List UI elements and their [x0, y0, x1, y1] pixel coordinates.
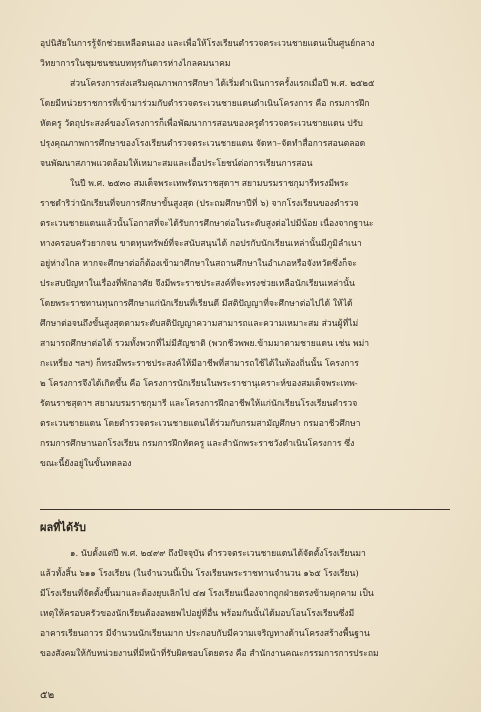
- text-line: โดยมีหน่วยราชการที่เข้ามาร่วมกับตำรวจตระเวนชายแดนดำเนินโครงการ คือ กรมการฝึก: [40, 99, 370, 109]
- text-line: ตระเวนชายแดน โดยตำรวจตระเวนชายแดนได้ร่วมกับกรมสามัญศึกษา กรมอาชีวศึกษา: [40, 419, 361, 429]
- text-line: สามารถศึกษาต่อได้ รวมทั้งพวกที่ไม่มีสัญชาติ (พวกชีวพพย.ข้ามมาตามชายแดน เช่น พม่า: [40, 339, 370, 349]
- text-line: แล้วทั้งสิ้น ๖๑๑ โรงเรียน (ในจำนวนนี้เป็น โรงเรียนพระราชทานจำนวน ๑๖๕ โรงเรียน): [40, 569, 359, 579]
- text-line: ทางครอบครัวยากจน ขาดทุนทรัพย์ที่จะสนับสนุนได้ กอปรกับนักเรียนเหล่านั้นมีภูมิลำเนา: [40, 239, 362, 249]
- section-heading: ผลที่ได้รับ: [40, 521, 87, 534]
- text-line: รัตนราชสุดาฯ สยามบรมราชกุมารี และโครงการฝึกอาชีพให้แก่นักเรียนโรงเรียนตำรวจ: [40, 399, 358, 409]
- text-line: กรมการศึกษานอกโรงเรียน กรมการฝึกหัดครู และสำนักพระราชวังดำเนินโครงการ ซึ่ง: [40, 439, 355, 449]
- text-line: มีโรงเรียนที่จัดตั้งขึ้นมาและต้องยุบเลิกไป ๔๗ โรงเรียนเนื่องจากถูกฝ่ายตรงข้ามคุกคาม เป็น: [40, 589, 374, 599]
- text-line: หัดครู วัตถุประสงค์ของโครงการก็เพื่อพัฒนาการสอนของครูตำรวจตระเวนชายแดน ปรับ: [40, 119, 363, 129]
- text-line: อุปนิสัยในการรู้จักช่วยเหลือตนเอง และเพื่อให้โรงเรียนตำรวจตระเวนชายแดนเป็นศูนย์กลาง: [40, 39, 375, 49]
- body-text-top: [40, 34, 450, 474]
- text-line: ในปี พ.ศ. ๒๕๓๐ สมเด็จพระเทพรัตนราชสุดาฯ สยามบรมราชกุมารีทรงมีพระ: [70, 179, 349, 189]
- text-line: เหตุให้ครอบครัวของนักเรียนต้องอพยพไปอยู่ที่อื่น พร้อมกันนั้นได้มอบโอนโรงเรียนซึ่งมี: [40, 609, 355, 619]
- text-line: ตระเวนชายแดนแล้วนั้นโอกาสที่จะได้รับการศึกษาต่อในระดับสูงต่อไปมีน้อย เนื่องจากฐานะ: [40, 219, 374, 229]
- text-line: ขณะนี้ยังอยู่ในขั้นทดลอง: [40, 459, 132, 469]
- text-line: วิทยาการในชุมชนชนบททุรกันดารห่างไกลคมนาคม: [40, 59, 231, 69]
- text-line: กะเหรี่ยง ฯลฯ) ก็ทรงมีพระราชประสงค์ให้มีอาชีพที่สามารถใช้ได้ในท้องถิ่นนั้น โครงการ: [40, 359, 359, 369]
- body-text-bottom: [40, 544, 450, 664]
- page-number: ๕๒: [40, 690, 55, 701]
- text-line: ปรุงคุณภาพการศึกษาของโรงเรียนตำรวจตระเวนชายแดน จัดหา–จัดทำสื่อการสอนตลอด: [40, 139, 366, 149]
- text-line: ศึกษาต่อจนถึงขั้นสูงสุดตามระดับสติปัญญาความสามารถและความเหมาะสม ส่วนผู้ที่ไม่: [40, 319, 359, 329]
- text-line: ของสังคมให้กับหน่วยงานที่มีหน้าที่รับผิดชอบโดยตรง คือ สำนักงานคณะกรรมการการประถม: [40, 649, 379, 659]
- text-line: อยู่ห่างไกล หากจะศึกษาต่อก็ต้องเข้ามาศึกษาในสถานศึกษาในอำเภอหรือจังหวัดซึ่งก็จะ: [40, 259, 357, 269]
- text-line: ๑. นับตั้งแต่ปี พ.ศ. ๒๔๙๙ ถึงปัจจุบัน ตำรวจตระเวนชายแดนได้จัดตั้งโรงเรียนมา: [70, 549, 366, 559]
- section-divider: [40, 509, 450, 510]
- text-line: ๒ โครงการจึงได้เกิดขึ้น คือ โครงการนักเรียนในพระราชานุเคราะห์ของสมเด็จพระเทพ-: [40, 379, 358, 389]
- text-line: อาคารเรียนถาวร มีจำนวนนักเรียนมาก ประกอบกับมีความเจริญทางด้านโครงสร้างพื้นฐาน: [40, 629, 370, 639]
- text-line: โดยพระราชทานทุนการศึกษาแก่นักเรียนที่เรียนดี มีสติปัญญาที่จะศึกษาต่อไปได้ ให้ได้: [40, 299, 353, 309]
- text-line: ราชดำริว่านักเรียนที่จบการศึกษาขั้นสูงสุด (ประถมศึกษาปีที่ ๖) จากโรงเรียนของตำรวจ: [40, 199, 359, 209]
- text-line: จนพัฒนาสภาพแวดล้อมให้เหมาะสมและเอื้อประโยชน์ต่อการเรียนการสอน: [40, 159, 313, 169]
- text-line: ส่วนโครงการส่งเสริมคุณภาพการศึกษา ได้เริ่มดำเนินการครั้งแรกเมื่อปี พ.ศ. ๒๕๒๕: [70, 79, 375, 89]
- text-line: ประสบปัญหาในเรื่องที่พักอาศัย จึงมีพระราชประสงค์ที่จะทรงช่วยเหลือนักเรียนเหล่านั้น: [40, 279, 355, 289]
